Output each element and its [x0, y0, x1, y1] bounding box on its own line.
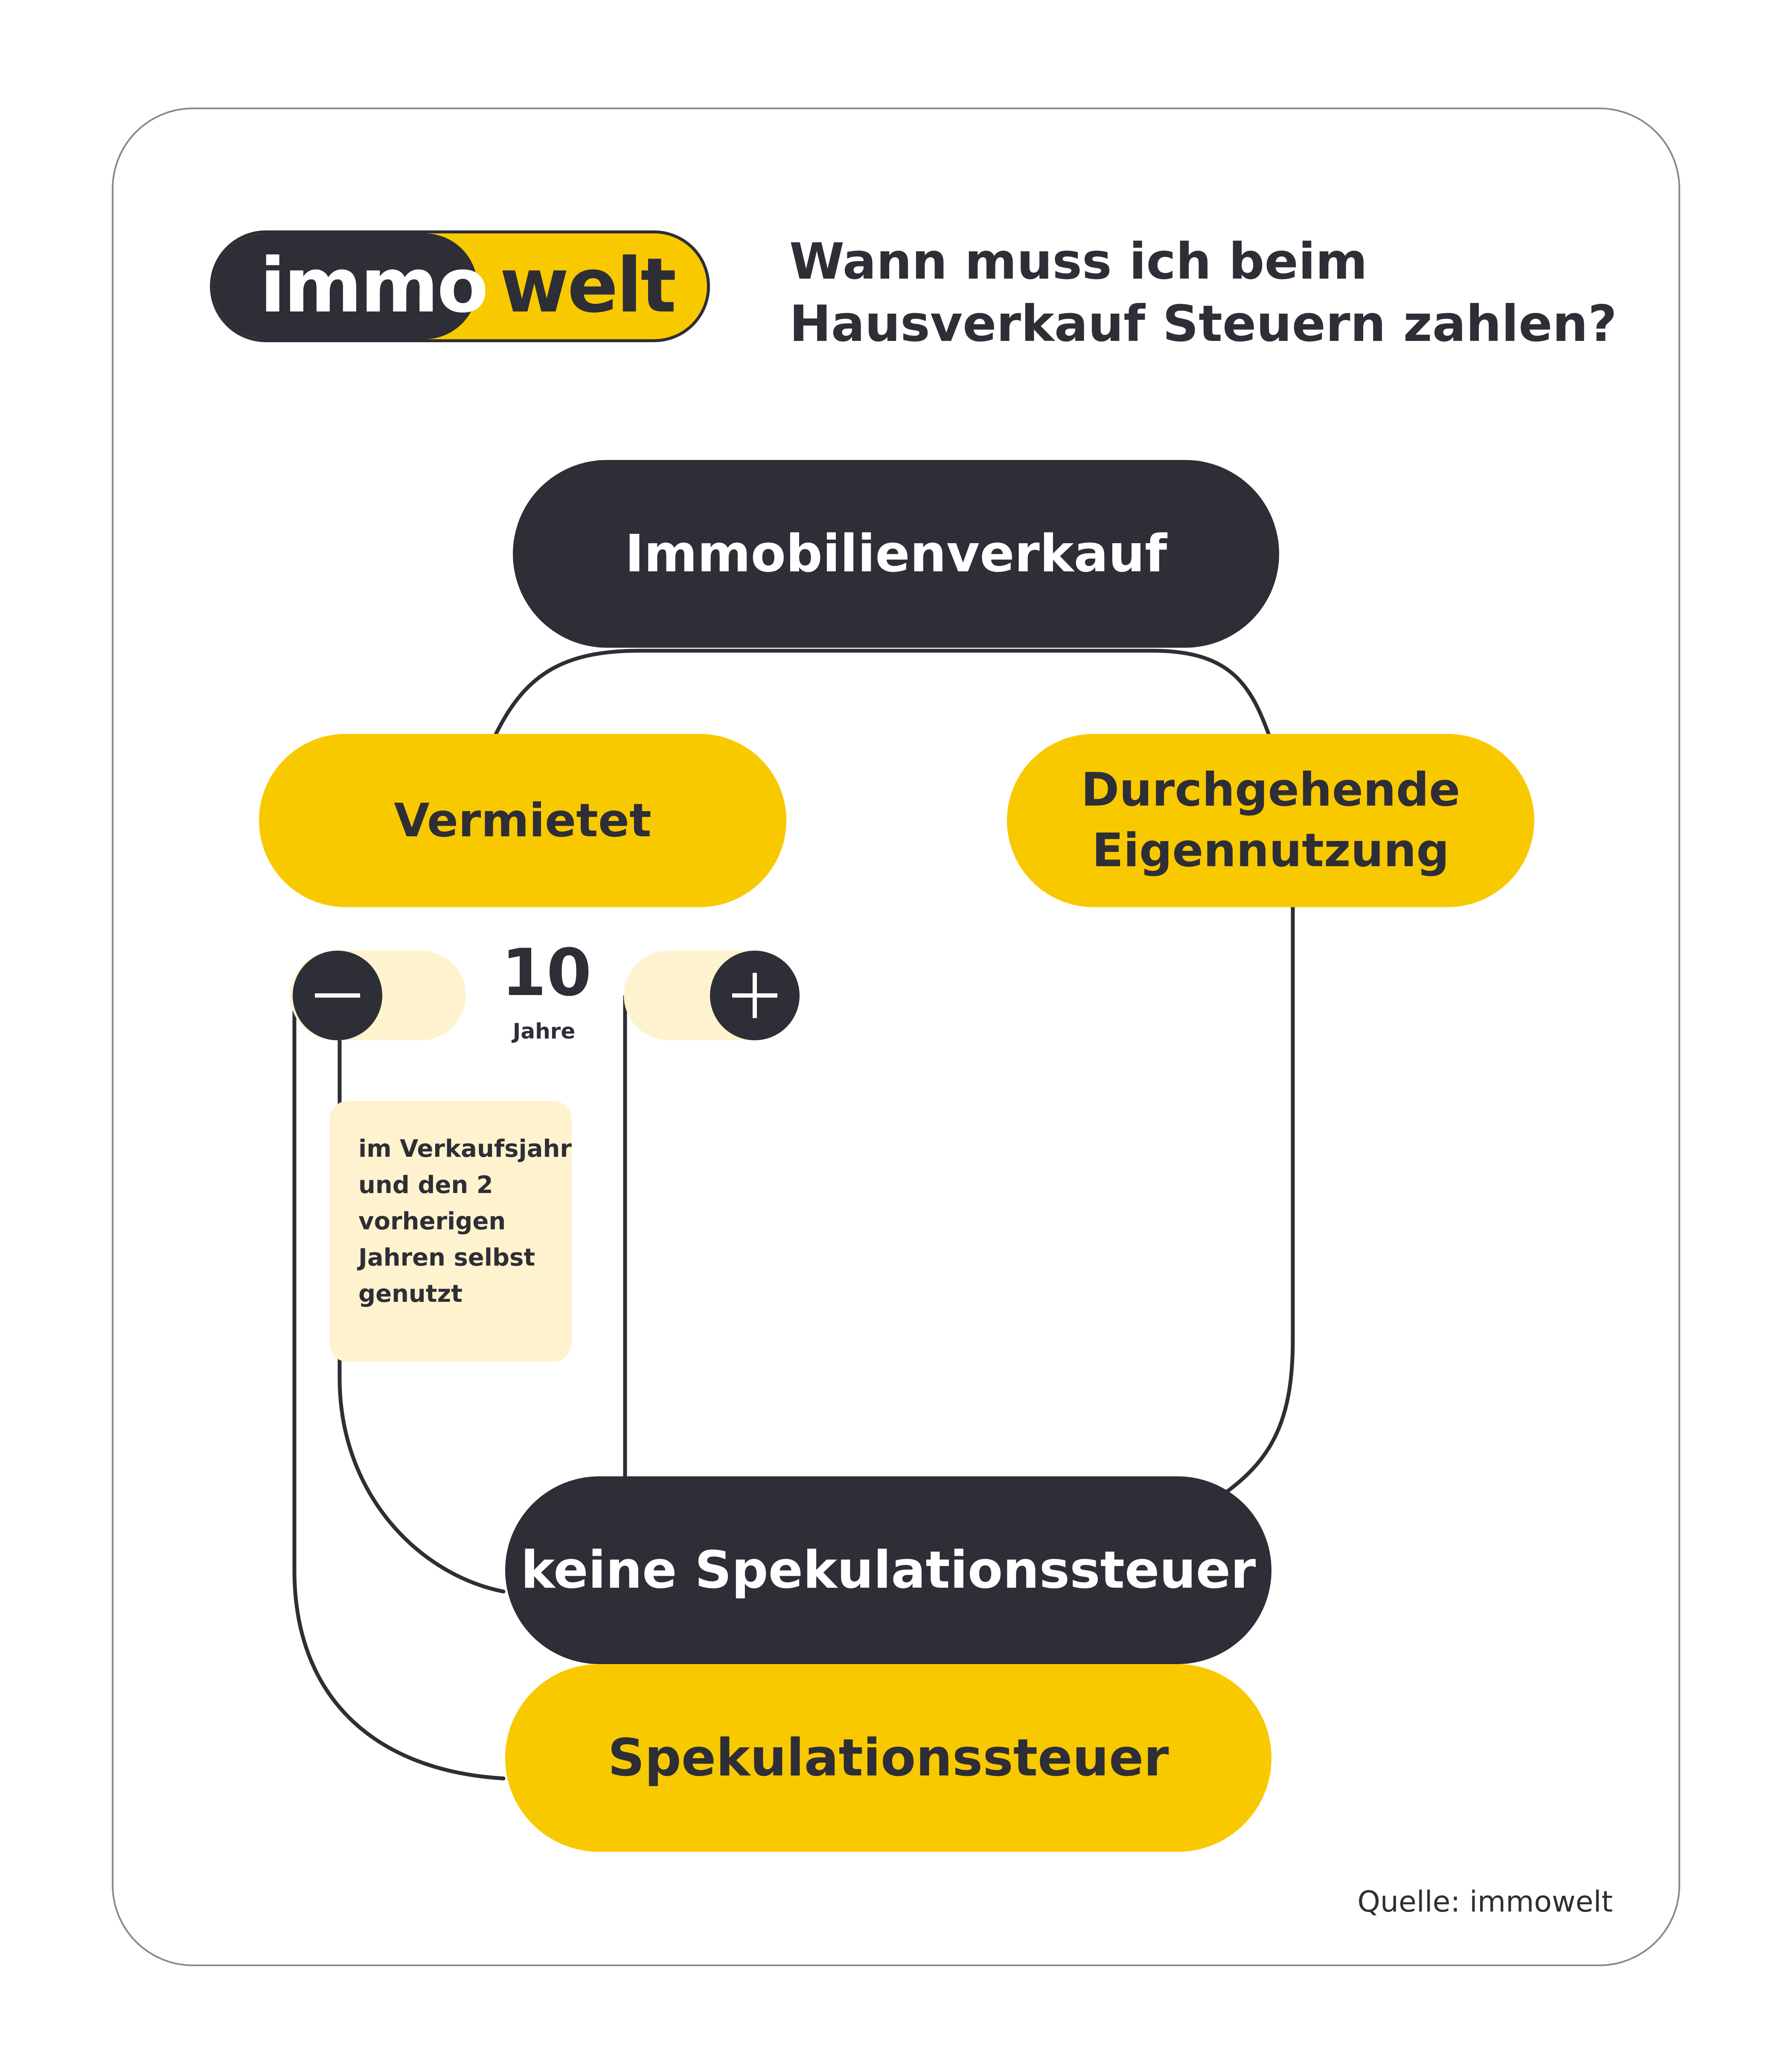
- page-title: [789, 230, 1617, 355]
- connector-root-to-rented: [495, 651, 896, 736]
- connector-root-to-owner: [896, 651, 1269, 736]
- node-eigennutzung: [1007, 734, 1534, 907]
- node-immobilienverkauf: [513, 460, 1279, 648]
- node-eigennutzung-line-1: Durchgehende: [1081, 763, 1460, 817]
- immowelt-logo: [210, 230, 710, 342]
- node-vermietet-label: Vermietet: [394, 794, 652, 847]
- note-line-2: und den 2: [358, 1171, 493, 1199]
- node-vermietet: [259, 734, 786, 907]
- source-credit: Quelle: immowelt: [1357, 1885, 1613, 1919]
- logo-text-immo: immo: [260, 242, 487, 329]
- self-use-note: [329, 1101, 572, 1362]
- node-immobilienverkauf-label: Immobilienverkauf: [625, 524, 1167, 584]
- period-value: 10: [501, 935, 592, 1010]
- node-keine-spekulationssteuer-label: keine Spekulationssteuer: [521, 1540, 1256, 1600]
- note-line-3: vorherigen: [358, 1208, 506, 1235]
- logo-text-welt: welt: [500, 242, 675, 329]
- note-line-1: im Verkaufsjahr: [358, 1135, 572, 1163]
- node-eigennutzung-line-2: Eigennutzung: [1092, 824, 1449, 877]
- title-line-2: Hausverkauf Steuern zahlen?: [789, 294, 1617, 353]
- connector-owner-to-no-tax: [1225, 907, 1293, 1493]
- plus-icon: [710, 951, 800, 1040]
- period-unit: Jahre: [512, 1019, 576, 1044]
- minus-icon: [293, 951, 382, 1040]
- note-line-4: Jahren selbst: [358, 1244, 535, 1272]
- node-keine-spekulationssteuer: [505, 1476, 1271, 1664]
- node-spekulationssteuer: [505, 1664, 1271, 1852]
- node-spekulationssteuer-label: Spekulationssteuer: [608, 1728, 1169, 1788]
- note-line-5: genutzt: [358, 1280, 463, 1308]
- title-line-1: Wann muss ich beim: [789, 232, 1367, 291]
